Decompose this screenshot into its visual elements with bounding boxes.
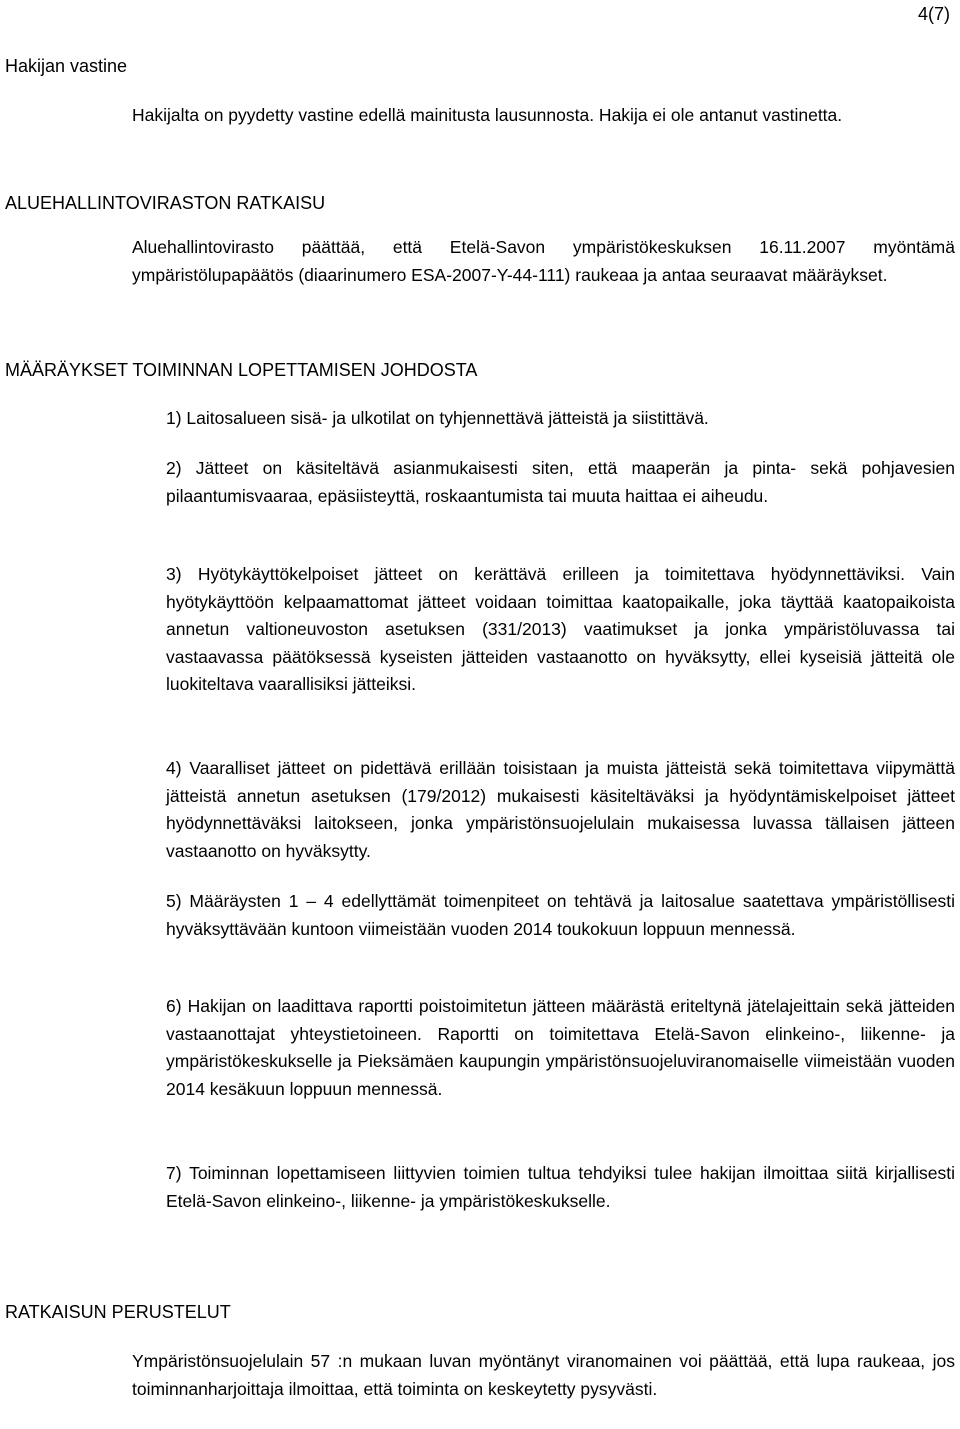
list-item-5: 5) Määräysten 1 – 4 edellyttämät toimenpiteet on tehtävä ja laitosalue saatettava ympäristöllisesti hyväksyttävään kuntoon viimeistään vuoden 2014 toukokuun loppuun mennessä. bbox=[166, 891, 955, 939]
list-item-4: 4) Vaaralliset jätteet on pidettävä erillään toisistaan ja muista jätteistä sekä toimitettava viipymättä jätteistä annetun asetuksen (179/2012) mukaisesti käsiteltäväksi ja hyödyntämiskelpoiset jätteet hyödynnettäväksi laitokseen, jonka ympäristönsuojelulain mukaisessa luvassa tällaisen jätteen vastaanotto on hyväksytty. bbox=[166, 758, 955, 861]
paragraph-ratkaisu: Aluehallintovirasto päättää, että Etelä-Savon ympäristökeskuksen 16.11.2007 myöntämä ympäristölupapäätös (diaarinumero ESA-2007-Y-44-111) raukeaa ja antaa seuraavat määräykset. bbox=[132, 237, 955, 285]
list-item-2: 2) Jätteet on käsiteltävä asianmukaisesti siten, että maaperän ja pinta- sekä pohjavesien pilaantumisvaaraa, epäsiisteyttä, roskaantumista tai muuta haittaa ei aiheudu. bbox=[166, 458, 955, 506]
list-item-6: 6) Hakijan on laadittava raportti poistoimitetun jätteen määrästä eriteltynä jätelajeittain sekä jätteiden vastaanottajat yhteystietoineen. Raportti on toimitettava Etelä-Savon elinkeino-, liikenne- ja ympäristökeskukselle ja Pieksämäen kaupungin ympäristönsuojeluviranomaiselle viimeistään vuoden 2014 kesäkuun loppuun mennessä. bbox=[166, 996, 955, 1099]
heading-hakijan-vastine: Hakijan vastine bbox=[5, 56, 128, 76]
paragraph-perustelut: Ympäristönsuojelulain 57 :n mukaan luvan myöntänyt viranomainen voi päättää, että lupa raukeaa, jos toiminnanharjoittaja ilmoittaa, että toiminta on keskeytetty pysyvästi. bbox=[132, 1351, 955, 1399]
heading-maaraykset: MÄÄRÄYKSET TOIMINNAN LOPETTAMISEN JOHDOSTA bbox=[5, 360, 478, 380]
heading-aluehallintoviraston-ratkaisu: ALUEHALLINTOVIRASTON RATKAISU bbox=[5, 193, 326, 213]
list-item-3: 3) Hyötykäyttökelpoiset jätteet on kerättävä erilleen ja toimitettava hyödynnettäviksi. Vain hyötykäyttöön kelpaamattomat jätteet voidaan toimittaa kaatopaikalle, joka täyttää kaatopaikoista annetun valtioneuvoston asetuksen (331/2013) vaatimukset ja jonka ympäristöluvassa tai vastaavassa päätöksessä kyseisten jätteiden vastaanotto on hyväksytty, ellei kyseisiä jätteitä ole luokiteltava vaarallisiksi jätteiksi. bbox=[166, 564, 955, 694]
heading-ratkaisun-perustelut: RATKAISUN PERUSTELUT bbox=[5, 1302, 231, 1322]
list-item-1: 1) Laitosalueen sisä- ja ulkotilat on tyhjennettävä jätteistä ja siistittävä. bbox=[166, 408, 709, 428]
list-item-7: 7) Toiminnan lopettamiseen liittyvien toimien tultua tehdyiksi tulee hakijan ilmoittaa siitä kirjallisesti Etelä-Savon elinkeino-, liikenne- ja ympäristökeskukselle. bbox=[166, 1163, 955, 1211]
page-number: 4(7) bbox=[917, 4, 950, 24]
paragraph-vastine: Hakijalta on pyydetty vastine edellä mainitusta lausunnosta. Hakija ei ole antanut vastinetta. bbox=[132, 105, 843, 125]
